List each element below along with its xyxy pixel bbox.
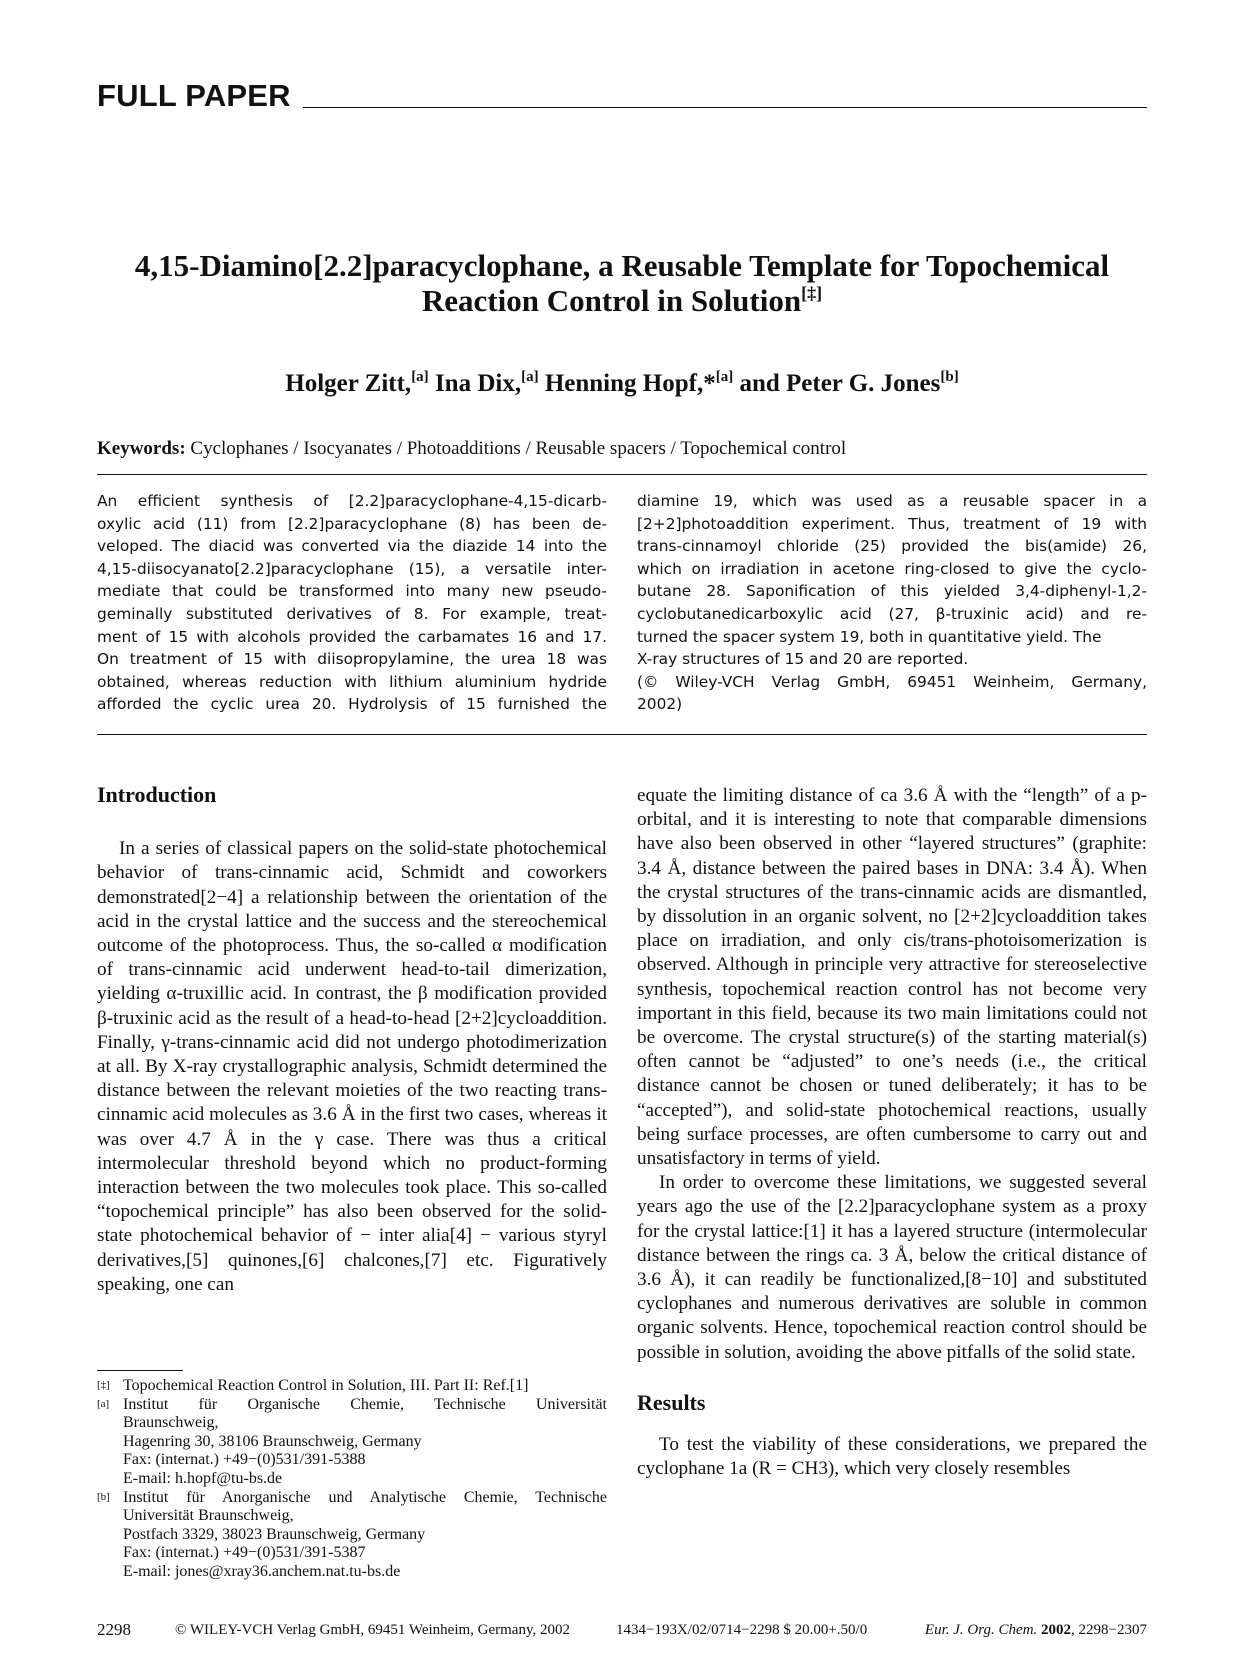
footnote-line: Fax: (internat.) +49−(0)531/391-5387: [123, 1544, 366, 1562]
journal-pages: , 2298−2307: [1071, 1622, 1147, 1638]
footnote-rule: [97, 1370, 183, 1371]
author-name: Henning Hopf,*: [544, 370, 716, 397]
abstract-line: 4,15-diisocyanato[2.2]paracyclophane (15), a versatile inter-: [97, 559, 607, 578]
abstract-line: ment of 15 with alcohols provided the carbamates 16 and 17.: [97, 627, 607, 646]
title-line-2: [97, 283, 1147, 318]
footnote-line: Universität Braunschweig,: [123, 1507, 294, 1525]
journal-name: Eur. J. Org. Chem.: [924, 1622, 1038, 1638]
body-left-column: [97, 783, 607, 1297]
abstract-line: mediate that could be transformed into many new pseudo-: [97, 582, 607, 601]
author-affiliation: [a]: [715, 369, 734, 385]
footnote-text: [123, 1377, 607, 1396]
introduction-paragraph-3: In order to overcome these limitations, we suggested several years ago the use of the [2.2]paracyclophane system as a proxy for the crystal lattice:[1] it has a layered structure (intermolecular distance between the rings ca. 3 Å, below the critical distance of 3.6 Å), it can readily be functionalized,[8−10] and substituted cyclophanes and numerous derivatives are soluble in common organic solvents. Hence, topochemical reaction control should be possible in solution, avoiding the above pitfalls of the solid state.: [637, 1172, 1147, 1363]
abstract-line: (© Wiley-VCH Verlag GmbH, 69451 Weinheim, Germany,: [637, 672, 1147, 691]
footnote-mark: [‡]: [97, 1379, 110, 1391]
footnote-email[interactable]: E-mail: jones@xray36.anchem.nat.tu-bs.de: [123, 1562, 401, 1580]
introduction-heading: Introduction: [97, 782, 217, 807]
section-label: FULL PAPER: [97, 78, 291, 113]
footnote-email[interactable]: E-mail: h.hopf@tu-bs.de: [123, 1469, 283, 1487]
abstract-right-column: [637, 490, 1147, 716]
abstract-paragraph-2: [637, 490, 1147, 716]
body-right-column: [637, 784, 1147, 1481]
abstract-line: On treatment of 15 with diisopropylamine, the urea 18 was: [97, 650, 607, 669]
article-title: [97, 248, 1147, 318]
introduction-paragraph-1: In a series of classical papers on the solid-state photochemical behavior of trans-cinnamic acid, Schmidt and coworkers demonstrated[2−4] a relationship between the orientation of the acid in the crystal lattice and the success and the stereochemical outcome of the photoprocess. Thus, the so-called α modification of trans-cinnamic acid underwent head-to-tail dimerization, yielding α-truxillic acid. In contrast, the β modification provided β-truxinic acid as the result of a head-to-head [2+2]cycloaddition. Finally, γ-trans-cinnamic acid did not undergo photodimerization at all. By X-ray crystallographic analysis, Schmidt determined the distance between the relevant moieties of the two reacting trans-cinnamic acid molecules as 3.6 Å in the first two cases, whereas it was over 4.7 Å in the γ case. There was thus a critical intermolecular threshold beyond which no product-forming interaction between the two molecules took place. This so-called “topochemical principle” has also been observed for the solid-state photochemical behavior of − inter alia[4] − various styryl derivatives,[5] quinones,[6] chalcones,[7] etc. Figuratively speaking, one can: [97, 838, 607, 1295]
title-line-1: 4,15-Diamino[2.2]paracyclophane, a Reusable Template for Topochemical: [134, 248, 1110, 283]
footnotes: [97, 1370, 607, 1582]
copyright-notice: © WILEY-VCH Verlag GmbH, 69451 Weinheim, Germany, 2002: [175, 1622, 570, 1638]
title-footnote-mark: [‡]: [801, 283, 823, 303]
keywords-text: Cyclophanes / Isocyanates / Photoadditions / Reusable spacers / Topochemical control: [190, 438, 847, 459]
footnote-line: Hagenring 30, 38106 Braunschweig, Germany: [123, 1432, 422, 1450]
abstract-line: cyclobutanedicarboxylic acid (27, β-truxinic acid) and re-: [637, 604, 1147, 623]
author-affiliation: [b]: [940, 369, 959, 385]
introduction-paragraph-2: equate the limiting distance of ca 3.6 Å with the “length” of a p-orbital, and it is interesting to note that comparable dimensions have also been observed in other “layered structures” (graphite: 3.4 Å, distance between the paired bases in DNA: 3.4 Å). When the crystal structures of the trans-cinnamic acids are dismantled, by dissolution in an organic solvent, no [2+2]cycloaddition takes place on irradiation, and only cis/trans-photoisomerization is observed. Although in principle very attractive for stereoselective synthesis, topochemical reaction control has not become very important in this field, because its two main limitations could not be overcome. The crystal structure(s) of the starting material(s) often cannot be “adjusted” to one’s needs (i.e., the critical distance cannot be chosen or tuned deliberately; it has to be “accepted”), and solid-state photochemical reactions, usually being surface processes, are often cumbersome to carry out and unsatisfactory in terms of yield.: [637, 785, 1147, 1170]
footnote-item: [97, 1396, 607, 1489]
abstract-line: veloped. The diacid was converted via the diazide 14 into the: [97, 537, 607, 556]
footnote-text: [123, 1396, 607, 1489]
abstract-rule: [97, 734, 1147, 735]
abstract-line: butane 28. Saponification of this yielded 3,4-diphenyl-1,2-: [637, 582, 1147, 601]
footnote-line: Braunschweig,: [123, 1414, 219, 1432]
footnote-text: [123, 1489, 607, 1582]
author-name: Holger Zitt,: [285, 370, 412, 397]
keywords-label: Keywords:: [97, 438, 186, 459]
page-number: 2298: [97, 1620, 131, 1639]
abstract-line: 2002): [637, 695, 683, 714]
running-header: [97, 78, 1147, 114]
author-list: [97, 370, 1147, 398]
footnote-item: [97, 1377, 607, 1396]
results-heading: Results: [637, 1389, 706, 1415]
footnote-item: [97, 1489, 607, 1582]
author-name: and Peter G. Jones: [739, 370, 941, 397]
footnote-line: Institut für Anorganische und Analytische Chemie, Technische: [123, 1488, 607, 1506]
abstract-line: afforded the cyclic urea 20. Hydrolysis of 15 furnished the: [97, 695, 607, 714]
abstract-paragraph-1: [97, 490, 607, 716]
footnote-line: Fax: (internat.) +49−(0)531/391-5388: [123, 1451, 366, 1469]
footnote-mark: [b]: [97, 1490, 110, 1503]
abstract-left-column: [97, 490, 607, 716]
abstract-line: [2+2]photoaddition experiment. Thus, treatment of 19 with: [637, 514, 1147, 533]
keywords: [97, 438, 846, 460]
abstract-line: obtained, whereas reduction with lithium aluminium hydride: [97, 672, 607, 691]
abstract-line: diamine 19, which was used as a reusable spacer in a: [637, 492, 1147, 510]
journal-citation: [925, 1622, 1147, 1639]
author-affiliation: [a]: [521, 369, 539, 385]
abstract-line: turned the spacer system 19, both in quantitative yield. The: [637, 627, 1102, 646]
abstract-line: X-ray structures of 15 and 20 are reported.: [637, 650, 969, 669]
footnote-line: Postfach 3329, 38023 Braunschweig, Germany: [123, 1525, 426, 1543]
header-rule: [303, 107, 1147, 108]
abstract-line: oxylic acid (11) from [2.2]paracyclophane (8) has been de-: [97, 514, 607, 533]
author-affiliation: [a]: [411, 369, 429, 385]
abstract-line: geminally substituted derivatives of 8. For example, treat-: [97, 604, 607, 623]
title-text-2: Reaction Control in Solution: [421, 283, 802, 318]
keywords-rule: [97, 474, 1147, 475]
abstract-line: trans-cinnamoyl chloride (25) provided the bis(amide) 26,: [637, 537, 1147, 556]
journal-year: 2002: [1041, 1622, 1072, 1638]
issn-code: 1434−193X/02/0714−2298 $ 20.00+.50/0: [616, 1622, 868, 1638]
abstract-line: which on irradiation in acetone ring-closed to give the cyclo-: [637, 559, 1147, 578]
abstract-line: An efficient synthesis of [2.2]paracyclophane-4,15-dicarb-: [97, 492, 607, 510]
footnote-line: Institut für Organische Chemie, Technische Universität: [123, 1395, 607, 1413]
author-name: Ina Dix,: [434, 370, 522, 397]
footnote-line: Topochemical Reaction Control in Solution, III. Part II: Ref.[1]: [123, 1377, 529, 1394]
footnote-mark: [a]: [97, 1397, 110, 1410]
results-paragraph-1: To test the viability of these considerations, we prepared the cyclophane 1a (R = CH3), which very closely resembles: [637, 1434, 1147, 1480]
